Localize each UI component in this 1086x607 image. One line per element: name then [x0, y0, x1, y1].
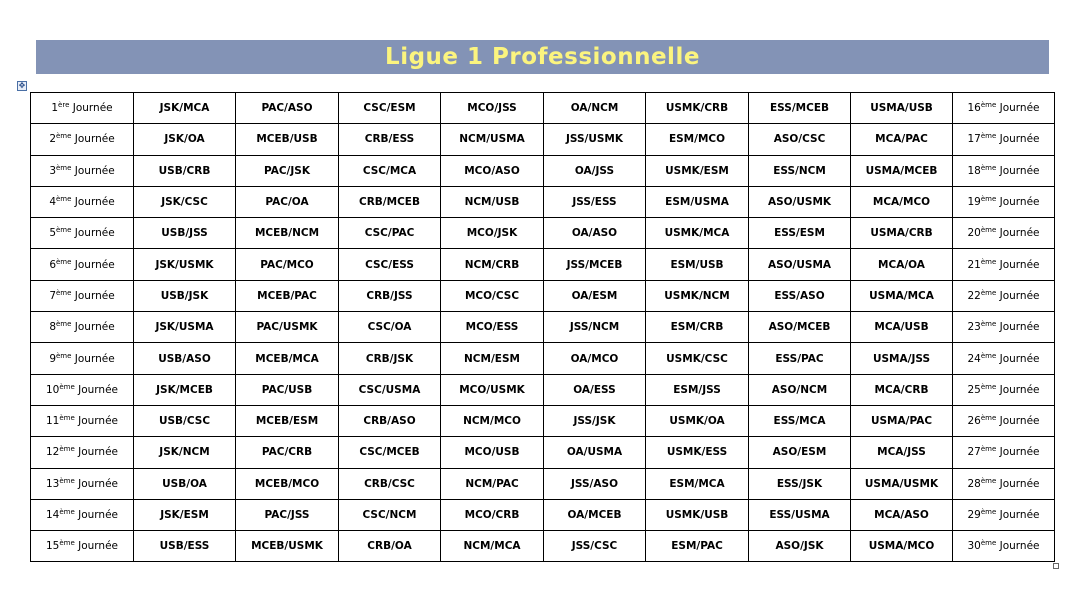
match-cell: NCM/MCA — [441, 531, 544, 562]
match-cell: ASO/JSK — [749, 531, 851, 562]
matchday-suffix: ème — [59, 445, 75, 454]
matchday-word: Journée — [72, 102, 113, 115]
matchday-number: 6 — [49, 258, 56, 271]
matchday-suffix: ème — [59, 382, 75, 391]
match-cell: MCEB/MCA — [236, 343, 339, 374]
match-cell: OA/JSS — [544, 155, 646, 186]
matchday-suffix: ème — [56, 195, 72, 204]
matchday-label-first — [31, 249, 134, 280]
match-cell: JSK/OA — [134, 124, 236, 155]
match-cell: MCA/USB — [851, 312, 953, 343]
match-cell: NCM/CRB — [441, 249, 544, 280]
match-cell: JSS/USMK — [544, 124, 646, 155]
matchday-suffix: ème — [980, 195, 997, 204]
match-cell: ESS/ESM — [749, 218, 851, 249]
matchday-suffix: ème — [56, 288, 72, 297]
table-row — [31, 468, 1055, 499]
matchday-number: 4 — [49, 196, 56, 209]
matchday-number: 3 — [49, 164, 56, 177]
match-cell: MCEB/PAC — [236, 280, 339, 311]
matchday-label-first — [31, 499, 134, 530]
match-cell: USMK/OA — [646, 405, 749, 436]
matchday-number: 24 — [967, 352, 981, 365]
match-cell: MCO/CRB — [441, 499, 544, 530]
table-move-handle-icon[interactable]: ✥ — [18, 81, 26, 90]
matchday-label-first — [31, 468, 134, 499]
matchday-suffix: ème — [980, 226, 997, 235]
matchday-label-second — [953, 312, 1055, 343]
matchday-word: Journée — [74, 196, 115, 209]
match-cell: ESS/USMA — [749, 499, 851, 530]
table-row — [31, 531, 1055, 562]
match-cell: JSS/JSK — [544, 405, 646, 436]
match-cell: MCO/USB — [441, 437, 544, 468]
match-cell: USB/CRB — [134, 155, 236, 186]
match-cell: USMK/NCM — [646, 280, 749, 311]
matchday-suffix: ème — [59, 508, 75, 516]
match-cell: MCEB/MCO — [236, 468, 339, 499]
matchday-word: Journée — [78, 446, 119, 459]
match-cell: OA/ESM — [544, 280, 646, 311]
match-cell: JSS/NCM — [544, 312, 646, 343]
matchday-word: Journée — [999, 133, 1040, 146]
match-cell: ASO/USMK — [749, 186, 851, 217]
matchday-label-second — [953, 93, 1055, 124]
table-row — [31, 312, 1055, 343]
matchday-label-first — [31, 374, 134, 405]
match-cell: CRB/JSS — [339, 280, 441, 311]
match-cell: JSK/MCEB — [134, 374, 236, 405]
matchday-label-first — [31, 280, 134, 311]
matchday-word: Journée — [999, 102, 1040, 115]
match-cell: CSC/ESS — [339, 249, 441, 280]
match-cell: ESM/USMA — [646, 186, 749, 217]
match-cell: OA/MCEB — [544, 499, 646, 530]
matchday-suffix: ème — [56, 257, 72, 266]
match-cell: NCM/ESM — [441, 343, 544, 374]
match-cell: USB/ASO — [134, 343, 236, 374]
match-cell: USMK/ESM — [646, 155, 749, 186]
match-cell: CSC/OA — [339, 312, 441, 343]
matchday-suffix: ème — [56, 351, 72, 360]
matchday-number: 27 — [967, 446, 981, 459]
matchday-word: Journée — [999, 352, 1040, 365]
matchday-label-first — [31, 186, 134, 217]
match-cell: USMA/PAC — [851, 405, 953, 436]
matchday-word: Journée — [74, 289, 115, 302]
match-cell: JSK/CSC — [134, 186, 236, 217]
match-cell: CRB/ESS — [339, 124, 441, 155]
matchday-word: Journée — [78, 383, 119, 396]
matchday-word: Journée — [999, 415, 1040, 428]
match-cell: PAC/JSS — [236, 499, 339, 530]
matchday-suffix: ème — [980, 288, 997, 297]
matchday-number: 26 — [967, 415, 981, 428]
match-cell: USMA/JSS — [851, 343, 953, 374]
match-cell: MCO/JSK — [441, 218, 544, 249]
matchday-number: 22 — [967, 289, 981, 302]
match-cell: CSC/NCM — [339, 499, 441, 530]
match-cell: PAC/OA — [236, 186, 339, 217]
matchday-word: Journée — [74, 321, 115, 334]
match-cell: PAC/USB — [236, 374, 339, 405]
match-cell: MCA/MCO — [851, 186, 953, 217]
match-cell: ESS/NCM — [749, 155, 851, 186]
matchday-suffix: ème — [980, 414, 997, 423]
matchday-label-second — [953, 468, 1055, 499]
match-cell: PAC/USMK — [236, 312, 339, 343]
matchday-number: 16 — [967, 102, 981, 115]
matchday-label-second — [953, 531, 1055, 562]
matchday-word: Journée — [78, 477, 119, 490]
match-cell: CRB/OA — [339, 531, 441, 562]
match-cell: ESM/CRB — [646, 312, 749, 343]
matchday-number: 23 — [967, 321, 981, 334]
match-cell: MCO/ESS — [441, 312, 544, 343]
matchday-number: 2 — [49, 133, 56, 146]
matchday-suffix: ème — [980, 132, 997, 141]
match-cell: CRB/MCEB — [339, 186, 441, 217]
match-cell: MCEB/NCM — [236, 218, 339, 249]
match-cell: ASO/CSC — [749, 124, 851, 155]
match-cell: CSC/MCA — [339, 155, 441, 186]
match-cell: NCM/USB — [441, 186, 544, 217]
matchday-word: Journée — [999, 540, 1040, 553]
match-cell: MCEB/ESM — [236, 405, 339, 436]
title-banner — [36, 40, 1049, 74]
matchday-number: 18 — [967, 164, 981, 177]
match-cell: MCA/OA — [851, 249, 953, 280]
match-cell: ESS/JSK — [749, 468, 851, 499]
match-cell: MCA/ASO — [851, 499, 953, 530]
match-cell: USMK/USB — [646, 499, 749, 530]
matchday-suffix: ème — [980, 445, 997, 454]
match-cell: ESS/MCEB — [749, 93, 851, 124]
matchday-number: 5 — [49, 227, 56, 240]
matchday-number: 20 — [967, 227, 981, 240]
matchday-label-second — [953, 186, 1055, 217]
match-cell: MCO/USMK — [441, 374, 544, 405]
match-cell: NCM/MCO — [441, 405, 544, 436]
matchday-label-second — [953, 405, 1055, 436]
match-cell: USMA/CRB — [851, 218, 953, 249]
match-cell: PAC/JSK — [236, 155, 339, 186]
matchday-label-first — [31, 312, 134, 343]
match-cell: PAC/MCO — [236, 249, 339, 280]
matchday-word: Journée — [999, 196, 1040, 209]
matchday-label-first — [31, 93, 134, 124]
match-cell: CSC/USMA — [339, 374, 441, 405]
table-row — [31, 374, 1055, 405]
matchday-word: Journée — [74, 258, 115, 271]
matchday-suffix: ère — [58, 101, 70, 110]
matchday-number: 21 — [967, 258, 981, 271]
match-cell: USB/ESS — [134, 531, 236, 562]
match-cell: JSK/USMA — [134, 312, 236, 343]
matchday-label-second — [953, 249, 1055, 280]
page-title: Ligue 1 Professionnelle — [385, 44, 700, 70]
fixtures-table — [30, 92, 1055, 562]
match-cell: OA/ASO — [544, 218, 646, 249]
matchday-word: Journée — [999, 258, 1040, 271]
match-cell: ESM/USB — [646, 249, 749, 280]
match-cell: MCO/ASO — [441, 155, 544, 186]
matchday-word: Journée — [74, 352, 115, 365]
table-row — [31, 218, 1055, 249]
table-row — [31, 280, 1055, 311]
match-cell: ESM/MCO — [646, 124, 749, 155]
matchday-suffix: ème — [980, 101, 997, 110]
match-cell: USB/CSC — [134, 405, 236, 436]
matchday-label-second — [953, 343, 1055, 374]
match-cell: JSK/NCM — [134, 437, 236, 468]
match-cell: USMK/MCA — [646, 218, 749, 249]
match-cell: ASO/USMA — [749, 249, 851, 280]
table-row — [31, 93, 1055, 124]
matchday-number: 8 — [49, 321, 56, 334]
match-cell: PAC/ASO — [236, 93, 339, 124]
matchday-word: Journée — [999, 383, 1040, 396]
match-cell: NCM/PAC — [441, 468, 544, 499]
matchday-suffix: ème — [56, 132, 72, 141]
match-cell: MCO/JSS — [441, 93, 544, 124]
matchday-label-first — [31, 343, 134, 374]
table-row — [31, 437, 1055, 468]
table-row — [31, 499, 1055, 530]
match-cell: CRB/CSC — [339, 468, 441, 499]
match-cell: USMK/ESS — [646, 437, 749, 468]
match-cell: JSS/ASO — [544, 468, 646, 499]
match-cell: ESM/JSS — [646, 374, 749, 405]
match-cell: CRB/ASO — [339, 405, 441, 436]
matchday-number: 29 — [967, 509, 981, 521]
table-row — [31, 343, 1055, 374]
matchday-label-second — [953, 124, 1055, 155]
match-cell: ASO/NCM — [749, 374, 851, 405]
match-cell: MCEB/USMK — [236, 531, 339, 562]
match-cell: CRB/JSK — [339, 343, 441, 374]
matchday-number: 30 — [967, 540, 981, 553]
matchday-suffix: ème — [980, 320, 997, 329]
matchday-number: 13 — [45, 477, 60, 490]
matchday-number: 14 — [45, 509, 60, 521]
matchday-label-first — [31, 155, 134, 186]
matchday-label-second — [953, 218, 1055, 249]
matchday-label-second — [953, 374, 1055, 405]
match-cell: JSK/MCA — [134, 93, 236, 124]
matchday-suffix: ème — [980, 476, 997, 485]
match-cell: USMA/MCO — [851, 531, 953, 562]
matchday-label-second — [953, 155, 1055, 186]
matchday-word: Journée — [999, 446, 1040, 459]
matchday-suffix: ème — [59, 476, 75, 485]
match-cell: MCA/CRB — [851, 374, 953, 405]
match-cell: JSS/CSC — [544, 531, 646, 562]
match-cell: JSS/MCEB — [544, 249, 646, 280]
matchday-number: 1 — [51, 102, 59, 115]
matchday-label-first — [31, 437, 134, 468]
matchday-suffix: ème — [56, 320, 72, 329]
matchday-word: Journée — [74, 133, 115, 146]
match-cell: JSK/USMK — [134, 249, 236, 280]
match-cell: USB/OA — [134, 468, 236, 499]
match-cell: MCEB/USB — [236, 124, 339, 155]
matchday-label-first — [31, 405, 134, 436]
match-cell: ESS/PAC — [749, 343, 851, 374]
match-cell: ESM/PAC — [646, 531, 749, 562]
matchday-word: Journée — [999, 227, 1040, 240]
match-cell: MCA/JSS — [851, 437, 953, 468]
matchday-suffix: ème — [56, 226, 72, 235]
match-cell: NCM/USMA — [441, 124, 544, 155]
match-cell: ESM/MCA — [646, 468, 749, 499]
matchday-label-second — [953, 437, 1055, 468]
matchday-number: 7 — [49, 289, 56, 302]
matchday-word: Journée — [78, 415, 119, 428]
table-row — [31, 124, 1055, 155]
matchday-number: 9 — [49, 352, 56, 365]
match-cell: ESS/ASO — [749, 280, 851, 311]
match-cell: CSC/ESM — [339, 93, 441, 124]
match-cell: CSC/PAC — [339, 218, 441, 249]
matchday-label-second — [953, 280, 1055, 311]
matchday-label-first — [31, 124, 134, 155]
matchday-suffix: ème — [56, 163, 72, 172]
matchday-word: Journée — [78, 540, 119, 553]
match-cell: JSK/ESM — [134, 499, 236, 530]
match-cell: USMK/CSC — [646, 343, 749, 374]
matchday-suffix: ème — [980, 163, 997, 172]
matchday-number: 15 — [45, 540, 60, 553]
matchday-label-first — [31, 531, 134, 562]
match-cell: USMK/CRB — [646, 93, 749, 124]
table-row — [31, 155, 1055, 186]
matchday-number: 12 — [45, 446, 60, 459]
matchday-word: Journée — [999, 289, 1040, 302]
match-cell: OA/ESS — [544, 374, 646, 405]
match-cell: PAC/CRB — [236, 437, 339, 468]
table-row — [31, 405, 1055, 436]
matchday-number: 17 — [967, 133, 981, 146]
match-cell: CSC/MCEB — [339, 437, 441, 468]
match-cell: JSS/ESS — [544, 186, 646, 217]
matchday-word: Journée — [999, 477, 1040, 490]
match-cell: USMA/USMK — [851, 468, 953, 499]
match-cell: MCO/CSC — [441, 280, 544, 311]
matchday-suffix: ème — [980, 351, 997, 360]
matchday-label-first — [31, 218, 134, 249]
matchday-suffix: ème — [980, 382, 997, 391]
match-cell: MCA/PAC — [851, 124, 953, 155]
matchday-word: Journée — [999, 321, 1040, 334]
matchday-number: 19 — [967, 196, 981, 209]
matchday-suffix: ème — [59, 414, 75, 423]
table-row — [31, 249, 1055, 280]
match-cell: USMA/MCA — [851, 280, 953, 311]
match-cell: OA/NCM — [544, 93, 646, 124]
match-cell: USMA/USB — [851, 93, 953, 124]
match-cell: ASO/ESM — [749, 437, 851, 468]
match-cell: ASO/MCEB — [749, 312, 851, 343]
table-resize-handle[interactable] — [1053, 563, 1059, 569]
table-row — [31, 186, 1055, 217]
matchday-number: 11 — [45, 415, 60, 428]
match-cell: OA/MCO — [544, 343, 646, 374]
matchday-number: 25 — [967, 383, 981, 396]
matchday-number: 28 — [967, 477, 981, 490]
matchday-word: Journée — [999, 164, 1040, 177]
match-cell: ESS/MCA — [749, 405, 851, 436]
match-cell: USMA/MCEB — [851, 155, 953, 186]
match-cell: USB/JSK — [134, 280, 236, 311]
matchday-suffix: ème — [980, 257, 997, 266]
matchday-label-second — [953, 499, 1055, 530]
matchday-word: Journée — [999, 509, 1040, 521]
matchday-suffix: ème — [59, 539, 75, 548]
matchday-suffix: ème — [980, 539, 997, 548]
match-cell: OA/USMA — [544, 437, 646, 468]
match-cell: USB/JSS — [134, 218, 236, 249]
matchday-word: Journée — [74, 164, 115, 177]
matchday-word: Journée — [74, 227, 115, 240]
matchday-word: Journée — [78, 509, 119, 521]
matchday-number: 10 — [45, 383, 60, 396]
matchday-suffix: ème — [980, 508, 997, 516]
